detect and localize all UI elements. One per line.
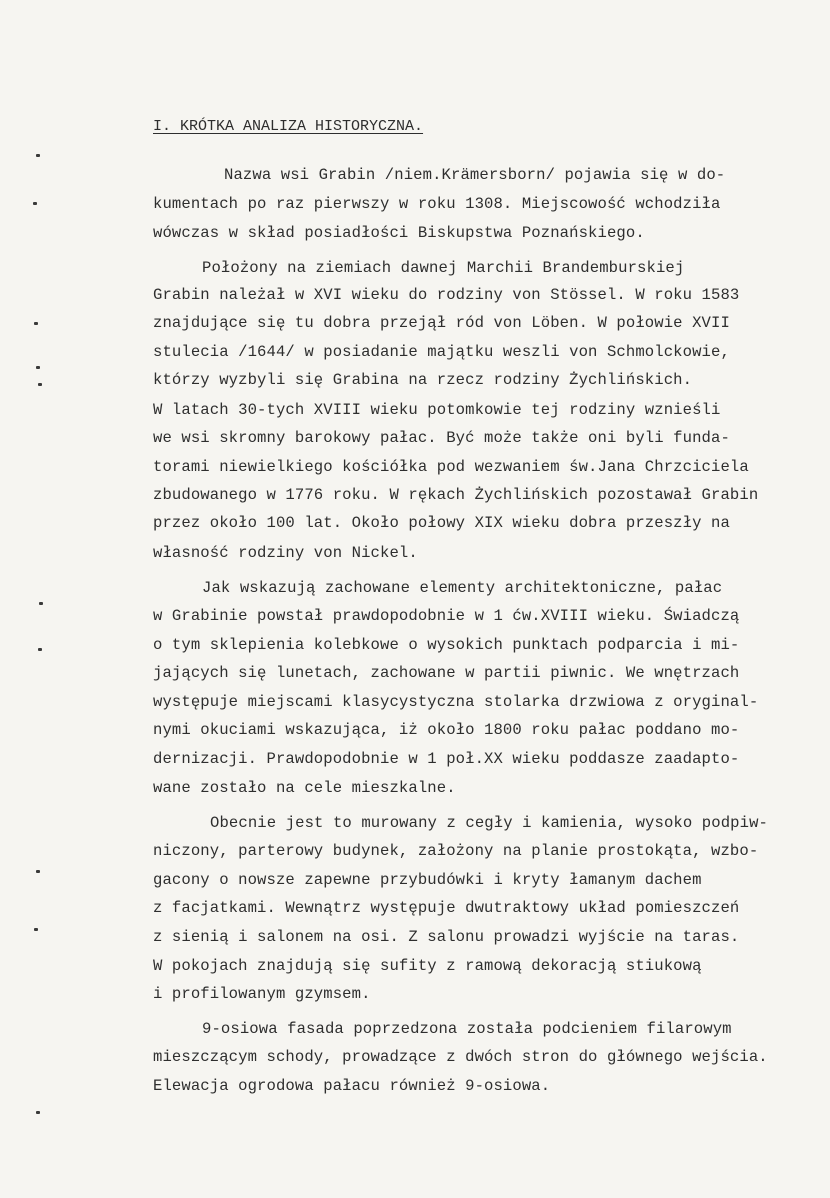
text-line: niczony, parterowy budynek, założony na planie prostokąta, wzbo- bbox=[153, 842, 759, 860]
text-line: własność rodziny von Nickel. bbox=[153, 544, 418, 562]
text-line: gacony o nowsze zapewne przybudówki i kryty łamanym dachem bbox=[153, 871, 702, 889]
text-line: wówczas w skład posiadłości Biskupstwa Poznańskiego. bbox=[153, 224, 645, 242]
margin-speck bbox=[33, 202, 37, 205]
text-line: wane zostało na cele mieszkalne. bbox=[153, 779, 456, 797]
text-line: torami niewielkiego kościółka pod wezwaniem św.Jana Chrzciciela bbox=[153, 458, 749, 476]
margin-speck bbox=[39, 602, 43, 605]
text-line: w Grabinie powstał prawdopodobnie w 1 ćw.XVIII wieku. Świadczą bbox=[153, 607, 740, 625]
text-line: Obecnie jest to murowany z cegły i kamienia, wysoko podpiw- bbox=[210, 814, 769, 832]
text-line: stulecia /1644/ w posiadanie majątku weszli von Schmolckowie, bbox=[153, 343, 730, 361]
text-line: przez około 100 lat. Około połowy XIX wieku dobra przeszły na bbox=[153, 514, 730, 532]
text-line: kumentach po raz pierwszy w roku 1308. Miejscowość wchodziła bbox=[153, 195, 721, 213]
text-line: Elewacja ogrodowa pałacu również 9-osiowa. bbox=[153, 1077, 551, 1095]
text-line: z sienią i salonem na osi. Z salonu prowadzi wyjście na taras. bbox=[153, 928, 740, 946]
text-line: o tym sklepienia kolebkowe o wysokich punktach podparcia i mi- bbox=[153, 636, 740, 654]
text-line: Grabin należał w XVI wieku do rodziny von Stössel. W roku 1583 bbox=[153, 286, 740, 304]
text-line: i profilowanym gzymsem. bbox=[153, 985, 371, 1003]
text-line: Położony na ziemiach dawnej Marchii Brandemburskiej bbox=[202, 259, 685, 277]
text-line: we wsi skromny barokowy pałac. Być może także oni byli funda- bbox=[153, 429, 730, 447]
margin-speck bbox=[36, 366, 40, 369]
text-line: którzy wyzbyli się Grabina na rzecz rodziny Żychlińskich. bbox=[153, 371, 693, 389]
text-line: W latach 30-tych XVIII wieku potomkowie tej rodziny wznieśli bbox=[153, 401, 721, 419]
margin-speck bbox=[36, 154, 40, 157]
text-line: mieszczącym schody, prowadzące z dwóch stron do głównego wejścia. bbox=[153, 1048, 768, 1066]
margin-speck bbox=[38, 383, 42, 386]
text-line: 9-osiowa fasada poprzedzona została podcieniem filarowym bbox=[202, 1020, 732, 1038]
text-line: występuje miejscami klasycystyczna stolarka drzwiowa z oryginal- bbox=[153, 693, 759, 711]
text-line: zbudowanego w 1776 roku. W rękach Żychlińskich pozostawał Grabin bbox=[153, 486, 759, 504]
text-line: dernizacji. Prawdopodobnie w 1 poł.XX wieku poddasze zaadapto- bbox=[153, 750, 740, 768]
margin-speck bbox=[38, 648, 42, 651]
section-heading: I. KRÓTKA ANALIZA HISTORYCZNA. bbox=[153, 118, 424, 135]
text-line: nymi okuciami wskazująca, iż około 1800 roku pałac poddano mo- bbox=[153, 721, 740, 739]
text-line: W pokojach znajdują się sufity z ramową dekoracją stiukową bbox=[153, 957, 702, 975]
text-line: z facjatkami. Wewnątrz występuje dwutraktowy układ pomieszczeń bbox=[153, 899, 740, 917]
text-line: znajdujące się tu dobra przejął ród von Löben. W połowie XVII bbox=[153, 314, 730, 332]
margin-speck bbox=[34, 928, 38, 931]
margin-speck bbox=[36, 1111, 40, 1114]
text-line: jających się lunetach, zachowane w partii piwnic. We wnętrzach bbox=[153, 664, 740, 682]
margin-speck bbox=[36, 870, 40, 873]
text-line: Nazwa wsi Grabin /niem.Krämersborn/ pojawia się w do- bbox=[224, 166, 726, 184]
text-line: Jak wskazują zachowane elementy architektoniczne, pałac bbox=[202, 579, 723, 597]
margin-speck bbox=[34, 322, 38, 325]
